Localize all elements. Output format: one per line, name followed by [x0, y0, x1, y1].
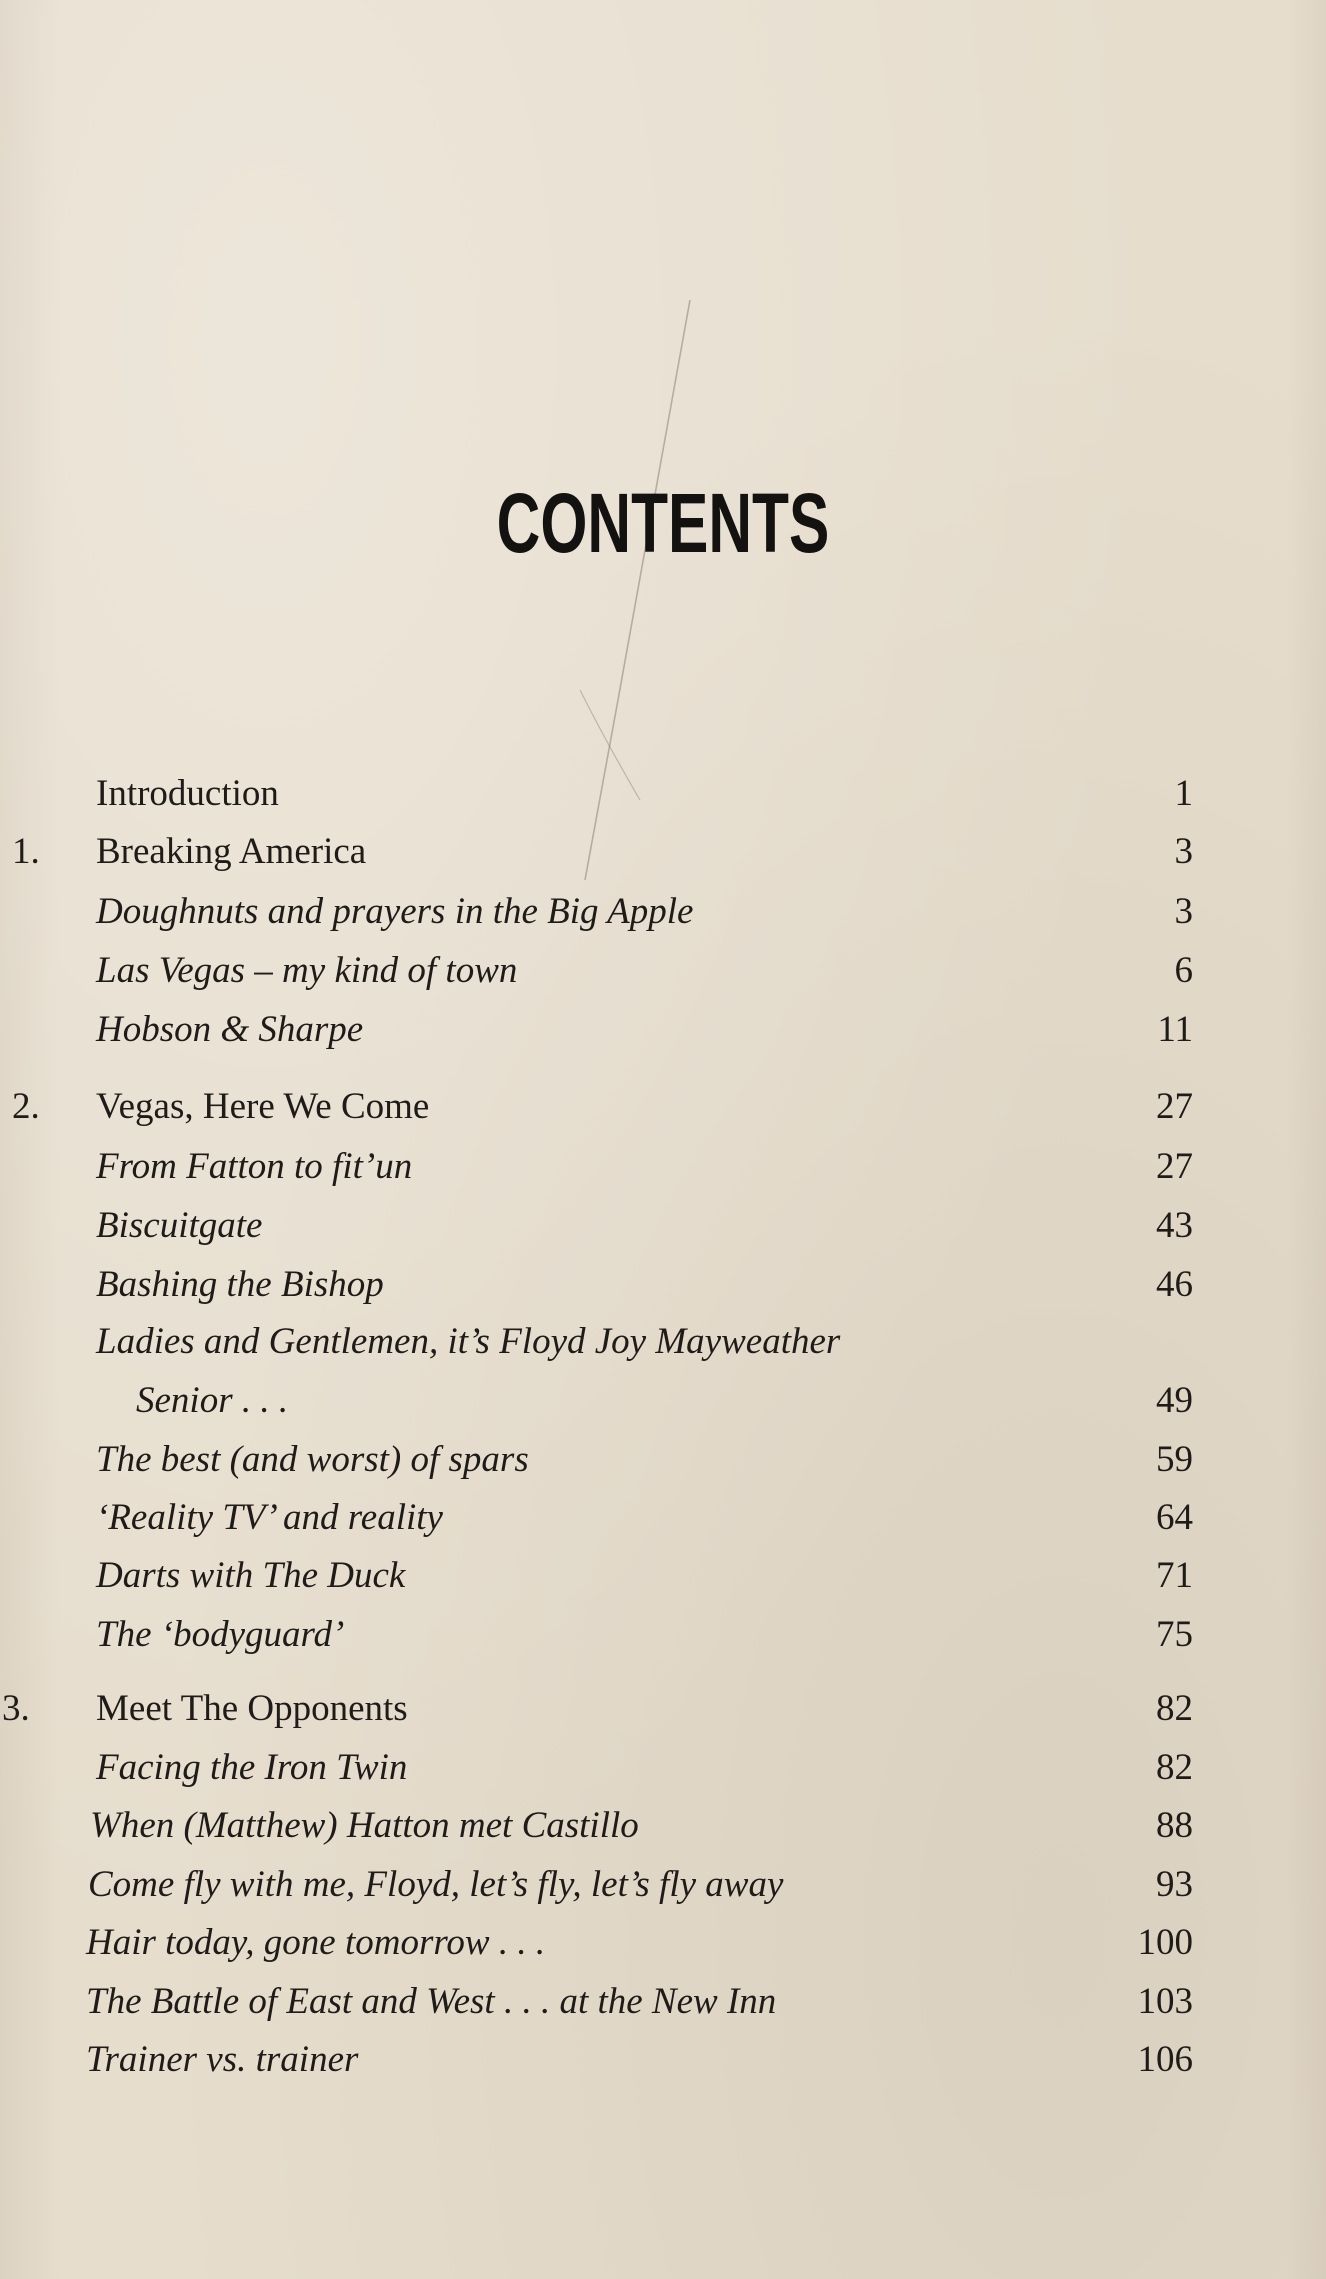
toc-entry: [0, 1007, 1326, 1053]
page-number: 82: [1156, 1747, 1193, 1788]
toc-entry: [0, 1979, 1326, 2025]
page-number: 6: [1174, 950, 1193, 991]
toc-entry: [0, 1084, 1326, 1130]
page-number: 103: [1137, 1981, 1193, 2022]
entry-title: Meet The Opponents: [96, 1688, 408, 1729]
page-number: 93: [1156, 1864, 1193, 1905]
entry-title: Introduction: [96, 773, 279, 814]
entry-title: Senior . . .: [136, 1380, 289, 1421]
entry-title: Hobson & Sharpe: [96, 1009, 364, 1050]
toc-entry: [0, 948, 1326, 994]
page-number: 27: [1156, 1146, 1193, 1187]
entry-title: Bashing the Bishop: [96, 1264, 384, 1305]
entry-title: The best (and worst) of spars: [96, 1439, 529, 1480]
page-number: 27: [1156, 1086, 1193, 1127]
entry-title: Breaking America: [96, 831, 367, 872]
toc-entry: [0, 1553, 1326, 1599]
page-number: 43: [1156, 1205, 1193, 1246]
toc-entry: [0, 1745, 1326, 1791]
page-number: 59: [1156, 1439, 1193, 1480]
entry-title: Trainer vs. trainer: [86, 2039, 359, 2080]
page-number: 64: [1156, 1497, 1193, 1538]
toc-entry: [0, 1495, 1326, 1541]
toc-entry: [0, 1437, 1326, 1483]
toc-entry: [0, 1862, 1326, 1908]
page-title: CONTENTS: [496, 476, 830, 570]
toc-entry: [0, 1686, 1326, 1732]
chapter-number: 1.: [12, 831, 40, 872]
page-number: 11: [1157, 1009, 1193, 1050]
entry-title: ‘Reality TV’ and reality: [96, 1497, 443, 1538]
page-number: 106: [1137, 2039, 1193, 2080]
entry-title: Doughnuts and prayers in the Big Apple: [96, 891, 694, 932]
entry-title: Biscuitgate: [96, 1205, 263, 1246]
page-number: 46: [1156, 1264, 1193, 1305]
toc-entry: [0, 1203, 1326, 1249]
toc-entry: [0, 1378, 1326, 1424]
page-number: 71: [1156, 1555, 1193, 1596]
toc-entry: [0, 1319, 1326, 1365]
chapter-number: 2.: [12, 1086, 40, 1127]
page-number: 100: [1137, 1922, 1193, 1963]
toc-entry: [0, 2037, 1326, 2083]
page-number: 3: [1174, 891, 1193, 932]
entry-title: Facing the Iron Twin: [96, 1747, 408, 1788]
toc-entry: [0, 1612, 1326, 1658]
entry-title: From Fatton to fit’un: [96, 1146, 413, 1187]
entry-title: Las Vegas – my kind of town: [96, 950, 518, 991]
page-number: 1: [1174, 773, 1193, 814]
entry-title: Come fly with me, Floyd, let’s fly, let’s fly away: [88, 1864, 784, 1905]
toc-entry: [0, 1262, 1326, 1308]
toc-entry: [0, 889, 1326, 935]
entry-title: The Battle of East and West . . . at the New Inn: [86, 1981, 777, 2022]
page-number: 75: [1156, 1614, 1193, 1655]
toc-entry: [0, 771, 1326, 817]
entry-title: Vegas, Here We Come: [96, 1086, 430, 1127]
entry-title: When (Matthew) Hatton met Castillo: [90, 1805, 639, 1846]
page-number: 82: [1156, 1688, 1193, 1729]
toc-entry: [0, 829, 1326, 875]
toc-entry: [0, 1144, 1326, 1190]
page-number: 88: [1156, 1805, 1193, 1846]
entry-title: The ‘bodyguard’: [96, 1614, 345, 1655]
chapter-number: 3.: [2, 1688, 30, 1729]
entry-title: Darts with The Duck: [96, 1555, 406, 1596]
page-number: 3: [1174, 831, 1193, 872]
toc-entry: [0, 1920, 1326, 1966]
entry-title: Hair today, gone tomorrow . . .: [86, 1922, 546, 1963]
entry-title: Ladies and Gentlemen, it’s Floyd Joy Mayweather: [96, 1321, 841, 1362]
page-number: 49: [1156, 1380, 1193, 1421]
toc-entry: [0, 1803, 1326, 1849]
